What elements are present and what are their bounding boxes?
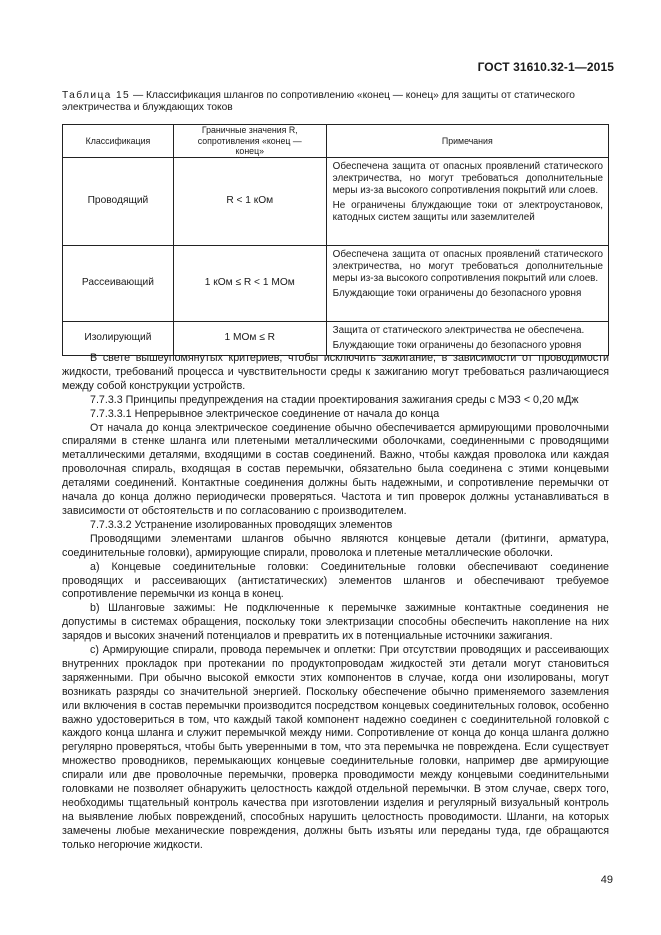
column-header-notes: Примечания [326, 125, 608, 158]
row-notes [326, 157, 608, 245]
row-notes [326, 245, 608, 321]
note-text: Защита от статического электричества не обеспечена. [332, 324, 585, 336]
list-item: a) Концевые соединительные головки: Соединительные головки обеспечивают соединение проводящих и рассеивающих (антистатических) элементов шлангов и обеспечивают требуемое сопротивление перемычки из конца в конец. [62, 560, 609, 601]
note-text: Блуждающие токи ограничены до безопасного уровня [332, 339, 582, 351]
paragraph: В свете вышеупомянутых критериев, чтобы исключить зажигание, в зависимости от проводимости жидкости, требований процесса и чувствительности среды к зажиганию могут требоваться различающиеся между собой конструкции устройств. [62, 352, 609, 392]
table-caption [62, 90, 608, 114]
table-caption-text: — Классификация шлангов по сопротивлению «конец — конец» для защиты от статического электричества и блуждающих токов [62, 90, 575, 113]
section-heading: 7.7.3.3.1 Непрерывное электрическое соединение от начала до конца [90, 407, 440, 420]
page-number: 49 [600, 874, 613, 886]
row-limit: 1 кОм ≤ R < 1 МОм [173, 245, 326, 321]
table-row [63, 157, 609, 245]
note-text: Не ограничены блуждающие токи от электроустановок, катодных систем защиты или заземлителей [332, 199, 603, 223]
section-heading: 7.7.3.3 Принципы предупреждения на стадии проектирования зажигания среды с МЭЗ < 0,20 мДж [90, 393, 579, 406]
list-item: c) Армирующие спирали, провода перемычек и оплетки: При отсутствии проводящих и рассеивающих внутренних прокладок при протекании по продуктопроводам жидкостей эти детали могут становиться заряженными. При обычно высокой емкости этих компонентов в случае, когда они изолированы, могут возникать разряды со значительной энергией. Поскольку обеспечение обычно применяемого заземления или включения в состав перемычки производится посредством концевых соединительных головок, особенно важно удостовериться в том, что каждый такой компонент надежно соединен с соединительной головкой с каждого конца шланга и служит перемычкой между ними. Сопротивление от конца до конца шланга должно регулярно проверяться, чтобы быть уверенными в том, что эта перемычка не повреждена. Если существует множество проводников, перемыкающих концевые соединительные головки, например две армирующие спирали или две проволочные перемычки, проверка проводимости между концевыми соединительными головками не позволяет обнаружить целостность каждой отдельной перемычки. В этом случае, сверх того, необходимы тщательный контроль качества при изготовлении изделия и регулярный визуальный контроль на выявление любых повреждений, способных нарушить целостность проводимости. Шланги, на которых замечены любые механические повреждения, должны быть изъяты или переданы туда, где обращаются только негорючие жидкости. [62, 644, 609, 851]
paragraph: От начала до конца электрическое соединение обычно обеспечивается армирующими проволочными спиралями в стенке шланга или плетеными металлическими оболочками, соединенными с проводящими металлическими деталями, входящими в состав соединений. Важно, чтобы каждая проволока или каждая проволочная спираль, входящая в состав перемычки, обязательно была соединена с этими концевыми деталями соединений. Контактные соединения должны быть надежными, и сопротивление перемычки от начала до конца должно периодически проверяться. Частота и тип проверок должны устанавливаться в зависимости от обстоятельств и по согласованию с производителем. [62, 421, 609, 517]
row-notes [326, 321, 608, 355]
row-classification: Изолирующий [63, 321, 174, 355]
body-text [62, 352, 609, 853]
paragraph: Проводящими элементами шлангов обычно являются концевые детали (фитинги, арматура, соединительные головки), армирующие спирали, проволока и плетеные металлические оболочки. [62, 532, 609, 559]
table-header-row [63, 125, 609, 158]
column-header-limit: Граничные значения R, сопротивления «конец — конец» [173, 125, 326, 158]
row-classification: Проводящий [63, 157, 174, 245]
row-limit: R < 1 кОм [173, 157, 326, 245]
row-classification: Рассеивающий [63, 245, 174, 321]
standard-code: ГОСТ 31610.32-1—2015 [477, 60, 614, 74]
table-row [63, 245, 609, 321]
column-header-classification: Классификация [63, 125, 174, 158]
note-text: Обеспечена защита от опасных проявлений статического электричества, но могут требоваться дополнительные меры из-за высокого сопротивления покрытий или слоев. [332, 160, 603, 196]
section-heading: 7.7.3.3.2 Устранение изолированных проводящих элементов [90, 518, 393, 531]
note-text: Обеспечена защита от опасных проявлений статического электричества, но могут требоваться дополнительные меры из-за высокого сопротивления покрытий или слоев. [332, 248, 603, 284]
table-caption-label: Таблица 15 [62, 90, 131, 101]
list-item: b) Шланговые зажимы: Не подключенные к перемычке зажимные контактные соединения не допустимы в системах обращения, поскольку токи электризации способны обеспечить накопление на них зарядов и высоких значений потенциалов и превратить их в потенциальные источники зажигания. [62, 602, 609, 643]
classification-table [62, 124, 609, 356]
table-row [63, 321, 609, 355]
note-text: Блуждающие токи ограничены до безопасного уровня [332, 287, 582, 299]
row-limit: 1 МОм ≤ R [173, 321, 326, 355]
